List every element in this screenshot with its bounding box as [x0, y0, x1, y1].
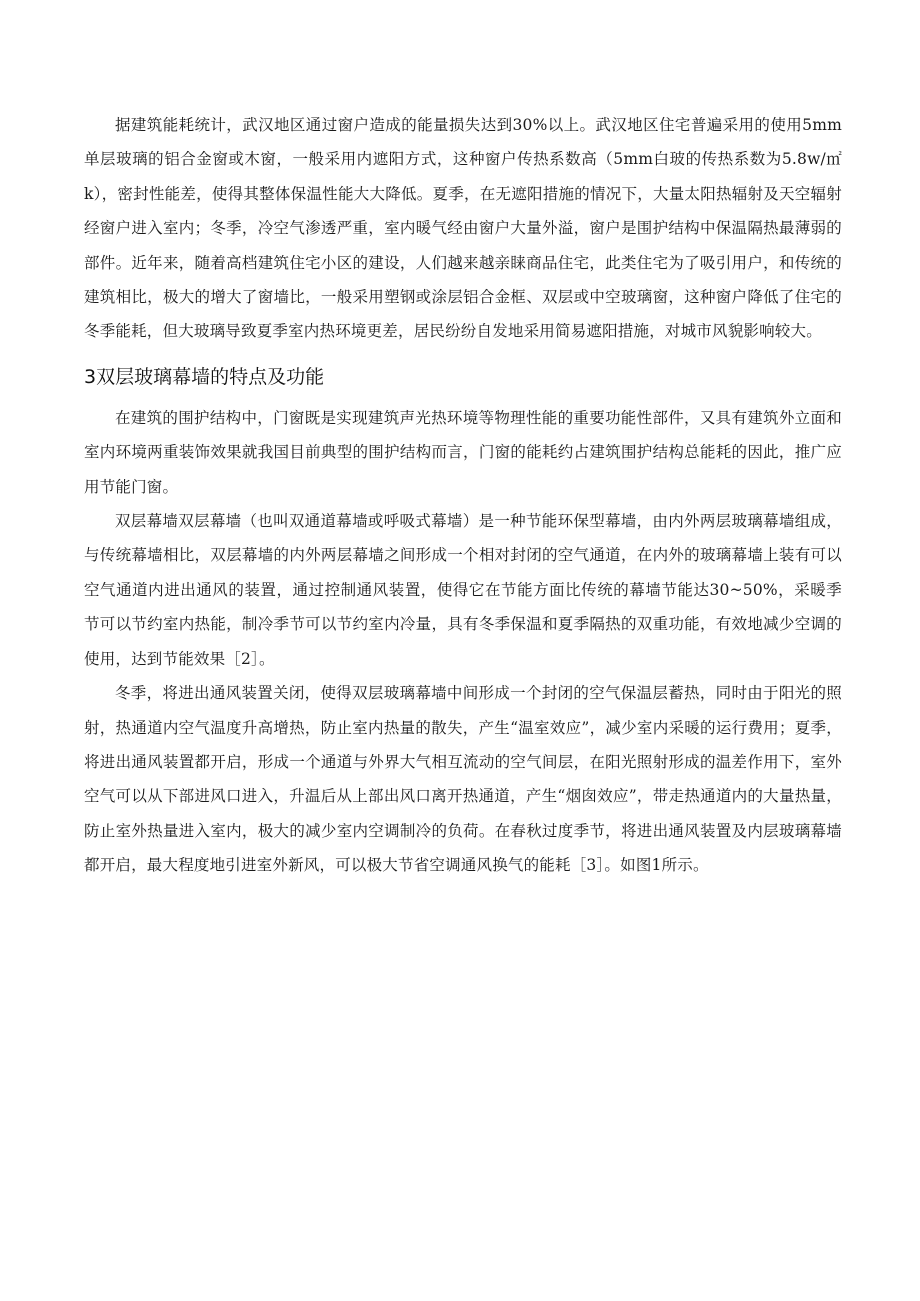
section-heading: 3双层玻璃幕墙的特点及功能: [84, 365, 325, 388]
intro-paragraph: 据建筑能耗统计，武汉地区通过窗户造成的能量损失达到30%以上。武汉地区住宅普遍采用的使用5mm单层玻璃的铝合金窗或木窗，一般采用内遮阳方式，这种窗户传热系数高（5mm白玻的传热系数为5.8w/㎡k），密封性能差，使得其整体保温性能大大降低。夏季，在无遮阳措施的情况下，大量太阳热辐射及天空辐射经窗户进入室内；冬季，冷空气渗透严重，室内暖气经由窗户大量外溢，窗户是围护结构中保温隔热最薄弱的部件。近年来，随着高档建筑住宅小区的建设，人们越来越亲睐商品住宅，此类住宅为了吸引用户，和传统的建筑相比，极大的增大了窗墙比，一般采用塑钢或涂层铝合金框、双层或中空玻璃窗，这种窗户降低了住宅的冬季能耗，但大玻璃导致夏季室内热环境更差，居民纷纷自发地采用简易遮阳措施，对城市风貌影响较大。: [84, 116, 842, 341]
section-paragraph-3: 冬季，将进出通风装置关闭，使得双层玻璃幕墙中间形成一个封闭的空气保温层蓄热，同时由于阳光的照射，热通道内空气温度升高增热，防止室内热量的散失，产生“温室效应”，减少室内采暖的运行费用；夏季，将进出通风装置都开启，形成一个通道与外界大气相互流动的空气间层，在阳光照射形成的温差作用下，室外空气可以从下部进风口进入，升温后从上部出风口离开热通道，产生“烟囱效应”，带走热通道内的大量热量，防止室外热量进入室内，极大的减少室内空调制冷的负荷。在春秋过度季节，将进出通风装置及内层玻璃幕墙都开启，最大程度地引进室外新风，可以极大节省空调通风换气的能耗［3］。如图1所示。: [84, 684, 842, 875]
section-paragraph-1: 在建筑的围护结构中，门窗既是实现建筑声光热环境等物理性能的重要功能性部件，又具有建筑外立面和室内环境两重装饰效果就我国目前典型的围护结构而言，门窗的能耗约占建筑围护结构总能耗的因此，推广应用节能门窗。: [84, 408, 842, 496]
section-paragraph-2: 双层幕墙双层幕墙（也叫双通道幕墙或呼吸式幕墙）是一种节能环保型幕墙，由内外两层玻璃幕墙组成，与传统幕墙相比，双层幕墙的内外两层幕墙之间形成一个相对封闭的空气通道，在内外的玻璃幕墙上装有可以空气通道内进出通风的装置，通过控制通风装置，使得它在节能方面比传统的幕墙节能达30~50%，采暖季节可以节约室内热能，制冷季节可以节约室内冷量，具有冬季保温和夏季隔热的双重功能，有效地减少空调的使用，达到节能效果［2］。: [84, 512, 842, 668]
document-page: [84, 108, 842, 883]
